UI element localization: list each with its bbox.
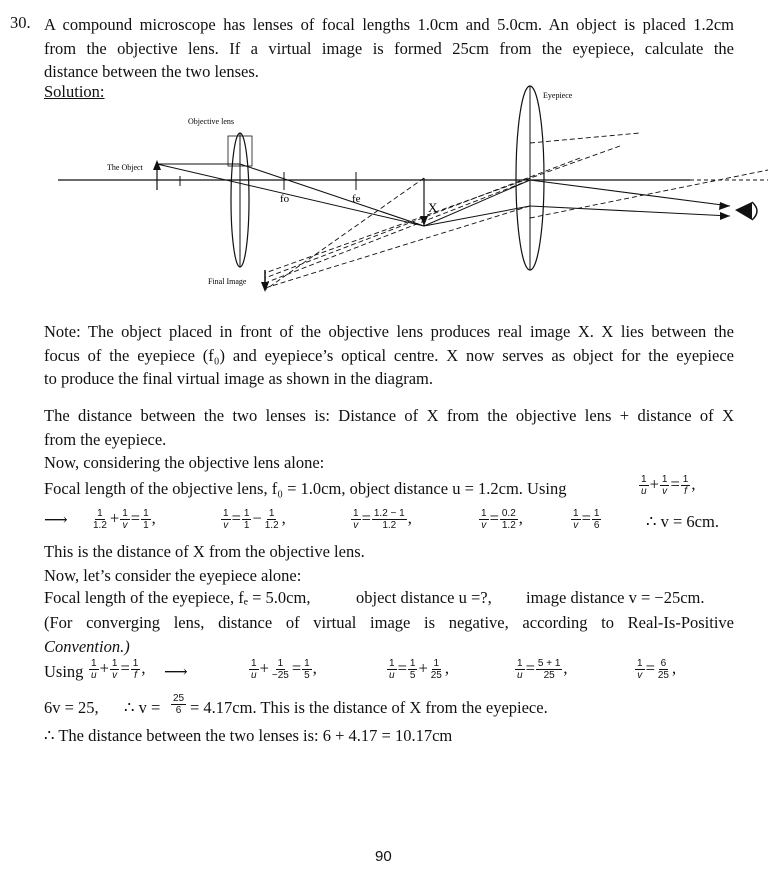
equation-8: $\frac{1}{u}$ = $\frac{5 + 1}{25}$ ,	[517, 658, 568, 681]
lens-formula: $\frac{1}{u}$ + $\frac{1}{v}$ = $\frac{1}{f}$ ,	[641, 474, 696, 497]
equation-2: $\frac{1}{v}$ = $\frac{1}{1}$ − $\frac{1}{1.2}$ ,	[223, 508, 286, 531]
eyepiece-label: Eyepiece	[543, 91, 573, 100]
eyepiece-equations-row	[44, 658, 744, 688]
equation-1: $\frac{1}{1.2}$ + $\frac{1}{v}$ = $\frac{1}{1}$ ,	[93, 508, 156, 531]
right-arrow-icon: ⟶	[44, 510, 68, 529]
right-arrow-icon: ⟶	[164, 662, 188, 681]
objective-conclusion	[44, 540, 734, 587]
body-line: Convention.)	[44, 636, 130, 656]
body-line: The distance between the two lenses is: Distance of X from the objective lens + distance of X	[44, 406, 734, 425]
objective-focal-row	[44, 476, 744, 506]
question-number: 30.	[10, 13, 31, 32]
equation-9: $\frac{1}{v}$ = $\frac{6}{25}$ ,	[637, 658, 677, 681]
object-label: The Object	[107, 163, 143, 172]
objective-focal-text: Focal length of the objective lens, f₀ = 1.0cm, object distance u = 1.2cm. Using	[44, 479, 567, 498]
equation-4: $\frac{1}{v}$ = $\frac{0.2}{1.2}$ ,	[481, 508, 523, 531]
objective-ray	[240, 164, 424, 226]
microscope-diagram	[40, 78, 770, 298]
using-label: Using	[44, 662, 84, 681]
body-line: (For converging lens, distance of virtual image is negative, according to Real-Is-Positive	[44, 613, 734, 632]
objective-lens-label: Objective lens	[188, 117, 234, 126]
objective-equations-row	[44, 508, 744, 538]
fraction-25-6: $\frac{25}{6}$	[173, 693, 185, 716]
therefore-v: ∴ v =	[124, 698, 161, 717]
question-text	[44, 13, 734, 84]
eyepiece-focal-text: Focal length of the eyepiece, fₑ = 5.0cm,	[44, 588, 311, 607]
body-line: from the eyepiece.	[44, 429, 167, 449]
eye-icon	[735, 202, 752, 220]
lens-formula-eyepiece: $\frac{1}{u}$ + $\frac{1}{v}$ = $\frac{1}{f}$ ,	[91, 658, 146, 681]
final-answer: ∴ The distance between the two lenses is: 6 + 4.17 = 10.17cm	[44, 726, 453, 745]
x-label: X	[428, 200, 438, 215]
equation-5: $\frac{1}{v}$ = $\frac{1}{6}$	[573, 508, 600, 531]
eyepiece-values-row	[44, 588, 744, 612]
question-line: distance between the two lenses.	[44, 62, 259, 81]
question-line: A compound microscope has lenses of focal lengths 1.0cm and 5.0cm. An object is placed 1.2cm	[44, 15, 734, 34]
fo-label: fo	[280, 193, 290, 205]
final-image-label: Final Image	[208, 277, 247, 286]
convention-note	[44, 611, 734, 658]
eyepiece-image-distance: image distance v = −25cm.	[526, 588, 705, 607]
solution-heading: Solution:	[44, 82, 105, 101]
note-line: focus of the eyepiece (f₀) and eyepiece’s optical centre. X now serves as object for the eyepiece	[44, 345, 734, 365]
equation-7: $\frac{1}{u}$ = $\frac{1}{5}$ + $\frac{1}{25}$ ,	[389, 658, 449, 681]
eyepiece-result: = 4.17cm. This is the distance of X from the eyepiece.	[190, 698, 548, 717]
note	[44, 320, 734, 391]
distance-statement	[44, 404, 734, 475]
eyepiece-result-row	[44, 693, 744, 723]
body-line: This is the distance of X from the objective lens.	[44, 542, 365, 561]
note-line: to produce the final virtual image as shown in the diagram.	[44, 369, 434, 388]
question-line: from the objective lens. If a virtual image is formed 25cm from the eyepiece, calculate the	[44, 38, 734, 58]
six-v-equation: 6v = 25,	[44, 698, 99, 717]
fe-label: fe	[352, 193, 361, 205]
note-line: Note: The object placed in front of the objective lens produces real image X. X lies between the	[44, 322, 734, 341]
eyepiece-object-distance: object distance u =?,	[356, 588, 492, 607]
page-number: 90	[375, 848, 392, 865]
objective-result: ∴ v = 6cm.	[646, 512, 719, 531]
body-line: Now, let’s consider the eyepiece alone:	[44, 565, 302, 585]
body-line: Now, considering the objective lens alone:	[44, 453, 325, 472]
equation-3: $\frac{1}{v}$ = $\frac{1.2 - 1}{1.2}$ ,	[353, 508, 412, 531]
equation-6: $\frac{1}{u}$ + $\frac{1}{-25}$ = $\frac{1}{5}$ ,	[251, 658, 317, 681]
